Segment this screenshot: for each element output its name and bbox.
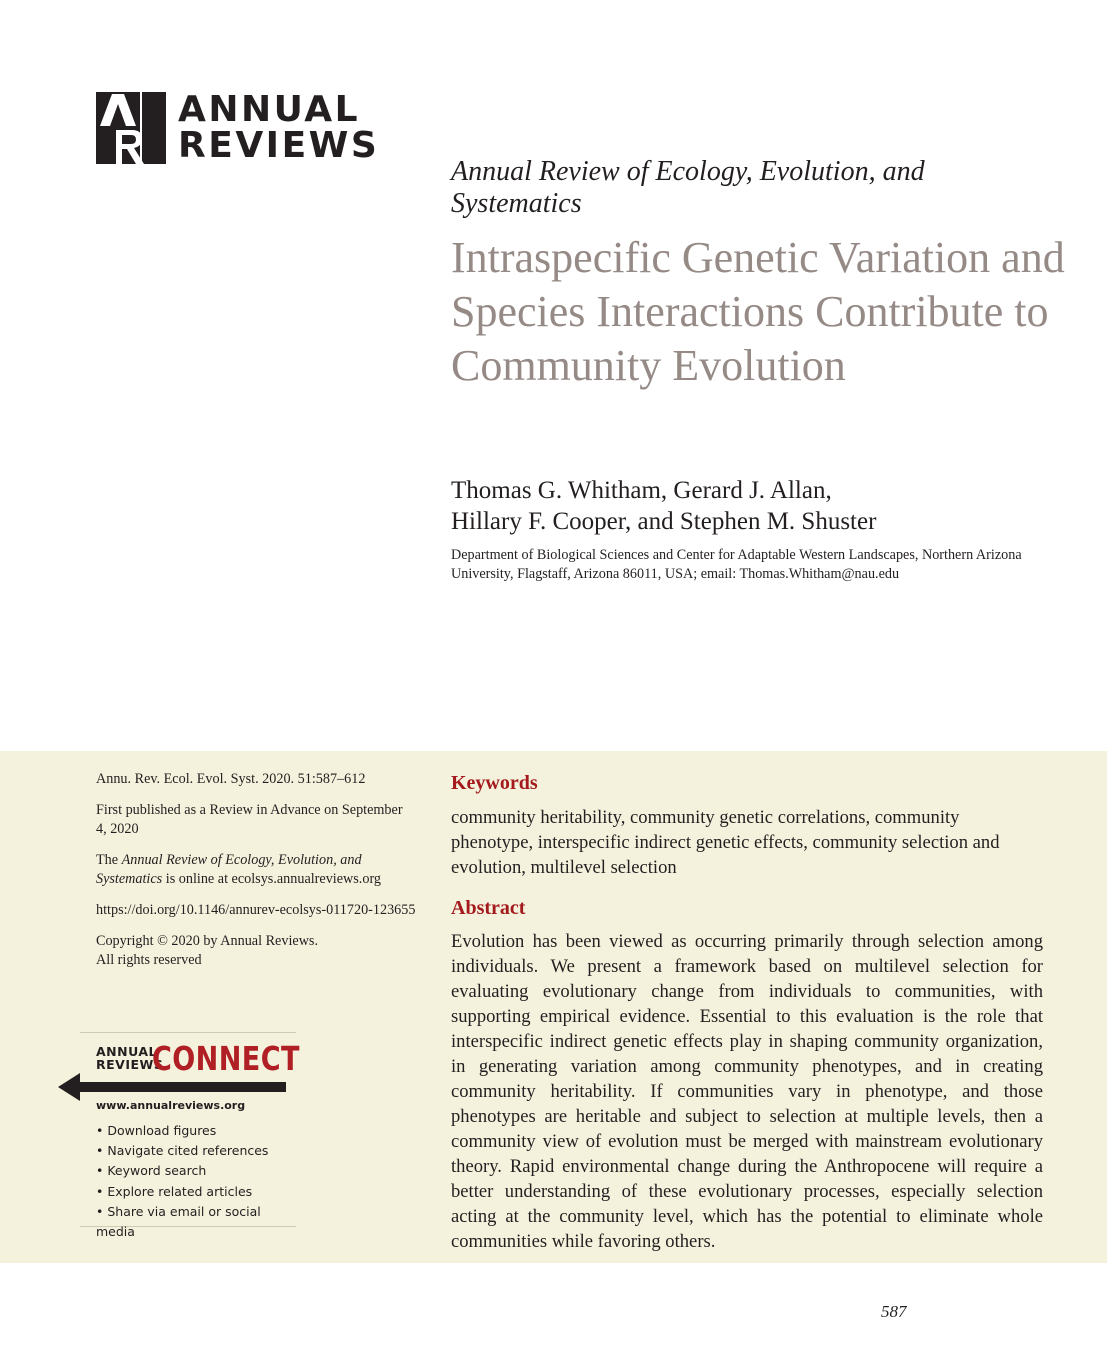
list-item: • Download figures (96, 1121, 296, 1141)
author-line-1: Thomas G. Whitham, Gerard J. Allan, (451, 477, 832, 504)
list-item: • Explore related articles (96, 1182, 296, 1202)
article-title: Intraspecific Genetic Variation and Species Interactions Contribute to Community Evolution (451, 233, 1065, 390)
doi-link[interactable]: https://doi.org/10.1146/annurev-ecolsys-011720-123655 (96, 902, 416, 918)
logo-wordmark (178, 89, 380, 166)
logo-line-annual: ANNUAL (178, 89, 361, 130)
connect-brand-line-2: REVIEWS (96, 1057, 164, 1072)
connect-word: CONNECT (152, 1039, 300, 1078)
online-journal: Annual Review of Ecology, Evolution, and Systematics (96, 852, 362, 887)
citation: Annu. Rev. Ecol. Evol. Syst. 2020. 51:587–612 (96, 771, 366, 787)
abstract-heading: Abstract (451, 897, 526, 919)
copyright-line-1: Copyright © 2020 by Annual Reviews. (96, 933, 319, 949)
annual-reviews-logo (96, 89, 380, 166)
first-published: First published as a Review in Advance on September 4, 2020 (96, 802, 403, 837)
list-item: • Share via email or social media (96, 1202, 296, 1242)
connect-brand-line-1: ANNUAL (96, 1044, 158, 1059)
connect-url[interactable]: www.annualreviews.org (96, 1099, 246, 1112)
keywords-heading: Keywords (451, 772, 538, 794)
page-number: 587 (881, 1302, 907, 1321)
ar-monogram-icon (96, 92, 166, 164)
copyright (96, 932, 416, 970)
journal-name: Annual Review of Ecology, Evolution, and Systematics (451, 156, 925, 219)
online-prefix: The (96, 852, 119, 868)
keywords-text: community heritability, community genetic correlations, community phenotype, interspecific indirect genetic effects, community selection and evolution, multilevel selection (451, 807, 1000, 878)
list-item: • Keyword search (96, 1161, 296, 1181)
list-item: • Navigate cited references (96, 1141, 296, 1161)
online-note (96, 851, 416, 889)
logo-line-reviews: REVIEWS (178, 125, 380, 166)
online-suffix: is online at ecolsys.annualreviews.org (165, 871, 382, 887)
connect-feature-list (96, 1121, 296, 1242)
author-line-2: Hillary F. Cooper, and Stephen M. Shuster (451, 508, 877, 535)
annual-reviews-connect-box (80, 1032, 300, 1240)
article-meta (96, 770, 416, 982)
author-affiliation: Department of Biological Sciences and Center for Adaptable Western Landscapes, Northern Arizona University, Flagstaff, Arizona 86011, USA; email: Thomas.Whitham@nau.edu (451, 547, 1022, 582)
copyright-line-2: All rights reserved (96, 952, 202, 968)
author-list (451, 475, 1071, 537)
abstract-text: Evolution has been viewed as occurring primarily through selection among individuals. We present a framework based on multilevel selection for evaluating evolutionary change from individuals to communities, with supporting empirical evidence. Essential to this evaluation is the role that interspecific indirect genetic effects play in shaping community organization, in generating variation among community phenotypes, and in creating community heritability. If communities vary in phenotype, and those phenotypes are heritable and subject to selection at multiple levels, then a community view of evolution must be merged with mainstream evolutionary theory. Rapid environmental change during the Anthropocene will require a better understanding of these evolutionary processes, especially selection acting at the community level, which has the potential to eliminate whole communities while favoring others. (451, 931, 1043, 1252)
